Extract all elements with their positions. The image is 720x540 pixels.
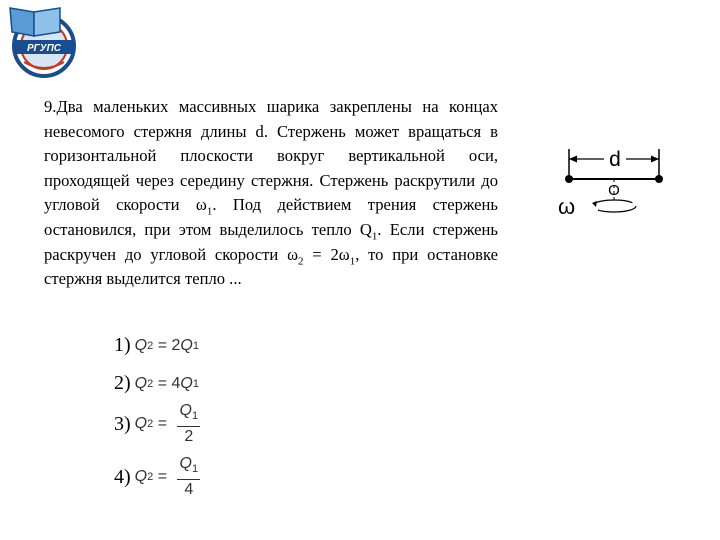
rotation-arrow <box>592 200 636 212</box>
problem-text: 9.Два маленьких массивных шарика закреплены на концах невесомого стержня длины d. Стержень может вращаться в горизонтальной плоскости вокруг вертикальной оси, проходящей через середину стержня. Стержень раскрутили до угловой скорости $\omega_1$. Под действием трения стержень остановился, при этом выделилось тепло $Q_1$. Если стержень раскручен до угловой скорости $\omega_2 = 2\omega_1$, то при остановке стержня выделится тепло ... <box>44 97 499 289</box>
rgups-logo <box>4 2 86 82</box>
rod-diagram <box>556 143 676 233</box>
label-omega: ω <box>558 194 576 219</box>
answer-option-4[interactable]: 4) Q 2 = $\frac{Q_1}{4}$ <box>114 455 199 499</box>
arrowhead-right <box>651 156 659 163</box>
answer-option-2[interactable]: 2) Q 2 = 4 Q 1 <box>114 372 199 394</box>
label-o: O <box>608 182 620 199</box>
answer-formula: Q 2 = 4 Q 1 <box>134 374 199 392</box>
answer-formula: Q 2 = 2 Q 1 <box>134 336 199 354</box>
rotation-arrowhead <box>592 201 597 207</box>
label-d: d <box>609 148 621 171</box>
logo-text: РГУПС <box>27 43 61 54</box>
fraction: $\frac{Q_1}{4}$ <box>179 455 199 499</box>
fraction: $\frac{Q_1}{2}$ <box>179 402 199 446</box>
right-ball <box>655 175 663 183</box>
answer-option-3[interactable]: 3) Q 2 = $\frac{Q_1}{2}$ <box>114 402 199 446</box>
left-ball <box>565 175 573 183</box>
arrowhead-left <box>569 156 577 163</box>
answer-formula: Q 2 = $\frac{Q_1}{4}$ <box>134 455 199 499</box>
answer-option-1[interactable]: 1) Q 2 = 2 Q 1 <box>114 334 199 356</box>
answer-formula: Q 2 = $\frac{Q_1}{2}$ <box>134 402 199 446</box>
